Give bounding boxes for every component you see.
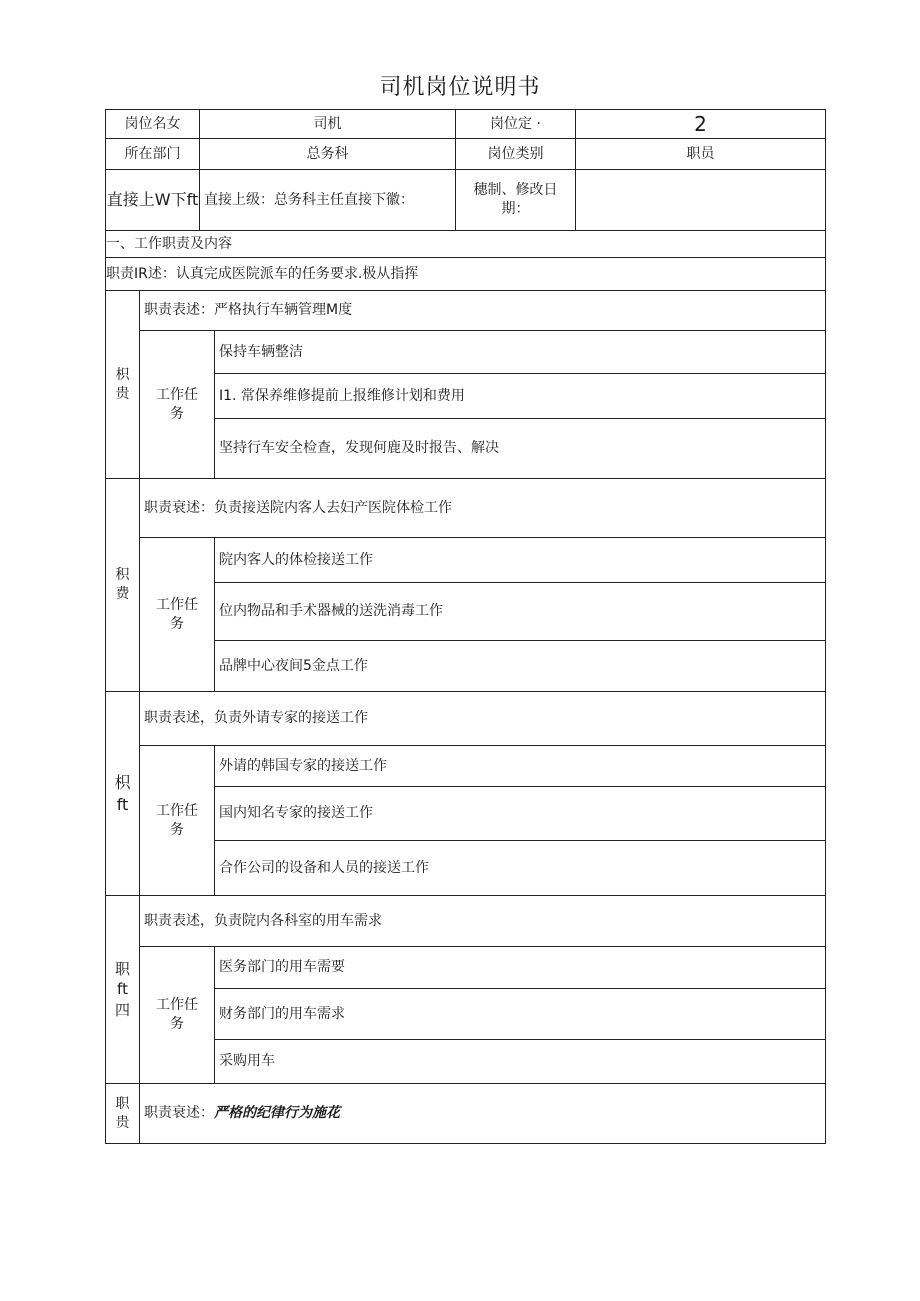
duty-4-task-2: 财务部门的用车需求 — [215, 989, 826, 1040]
duty-3-task-label: 工作任务 — [140, 746, 215, 896]
last-duty-statement — [140, 1084, 826, 1144]
duty-2-task-label: 工作任务 — [140, 538, 215, 692]
duty-2-statement-row — [106, 479, 826, 538]
duty-1-label: 枳贵 — [106, 291, 140, 479]
duty-4-task-1: 医务部门的用车需要 — [215, 947, 826, 989]
duty-1-task-3: 坚持行车安全检查，发现何鹿及时报告、解决 — [215, 419, 826, 479]
duty-1-task-2: I1. 常保养维修提前上报维修计划和费用 — [215, 374, 826, 419]
duty-2-task-row — [106, 538, 826, 583]
page-title: 司机岗位说明书 — [379, 75, 541, 100]
duty-2-task-2: 位内物品和手术器械的送洗消毒工作 — [215, 583, 826, 641]
duty-2-statement: 职责衰述：负责接送院内客人去妇产医院体检工作 — [140, 479, 826, 538]
section-title-row — [106, 231, 826, 258]
made-date-value — [576, 170, 826, 231]
duty-4-label: 职ft四 — [106, 896, 140, 1084]
duty-summary: 职责IR述：认真完成医院派车的任务要求.极从指挥 — [106, 258, 826, 291]
duty-1-task-label: 工作任务 — [140, 331, 215, 479]
department-value: 总务科 — [200, 139, 456, 170]
department-label: 所在部门 — [106, 139, 200, 170]
post-quota-label: 岗位定 · — [456, 110, 576, 139]
duty-3-statement: 职责表述，负责外请专家的接送工作 — [140, 692, 826, 746]
duty-1-statement-row — [106, 291, 826, 331]
duty-3-task-1: 外请的韩国专家的接送工作 — [215, 746, 826, 787]
post-name-label: 岗位名女 — [106, 110, 200, 139]
post-category-value: 职员 — [576, 139, 826, 170]
post-quota-value: 2 — [576, 110, 826, 139]
duty-3-label: 枳ft — [106, 692, 140, 896]
header-row-1 — [106, 110, 826, 139]
duty-3-task-2: 国内知名专家的接送工作 — [215, 787, 826, 841]
duty-3-task-3: 合作公司的设备和人员的接送工作 — [215, 841, 826, 896]
last-duty-statement-prefix: 职责衰述： — [144, 1105, 214, 1122]
summary-row — [106, 258, 826, 291]
last-duty-label: 职贵 — [106, 1084, 140, 1144]
duty-4-task-3: 采购用车 — [215, 1040, 826, 1084]
duty-1-task-row — [106, 331, 826, 374]
direct-value: 直接上级：总务科主任直接下徽： — [200, 170, 456, 231]
made-date-label: 穗制、修改日期： — [456, 170, 576, 231]
duty-2-task-1: 院内客人的体检接送工作 — [215, 538, 826, 583]
duty-4-task-label: 工作任务 — [140, 947, 215, 1084]
last-duty-row — [106, 1084, 826, 1144]
duty-1-task-1: 保持车辆整洁 — [215, 331, 826, 374]
duty-2-label: 积费 — [106, 479, 140, 692]
duty-2-task-3: 品牌中心夜间5金点工作 — [215, 641, 826, 692]
direct-label: 直接上W下ft — [106, 170, 200, 231]
post-name-value: 司机 — [200, 110, 456, 139]
section-title: 一、工作职责及内容 — [106, 231, 826, 258]
post-category-label: 岗位类别 — [456, 139, 576, 170]
job-description-table — [105, 109, 826, 1144]
header-row-3 — [106, 170, 826, 231]
last-duty-statement-bold: 严格的纪律行为施花 — [214, 1105, 340, 1122]
duty-1-statement: 职责表述：严格执行车辆管理M度 — [140, 291, 826, 331]
duty-3-statement-row — [106, 692, 826, 746]
duty-4-task-row — [106, 947, 826, 989]
duty-3-task-row — [106, 746, 826, 787]
header-row-2 — [106, 139, 826, 170]
duty-4-statement: 职责表述，负责院内各科室的用车需求 — [140, 896, 826, 947]
duty-4-statement-row — [106, 896, 826, 947]
